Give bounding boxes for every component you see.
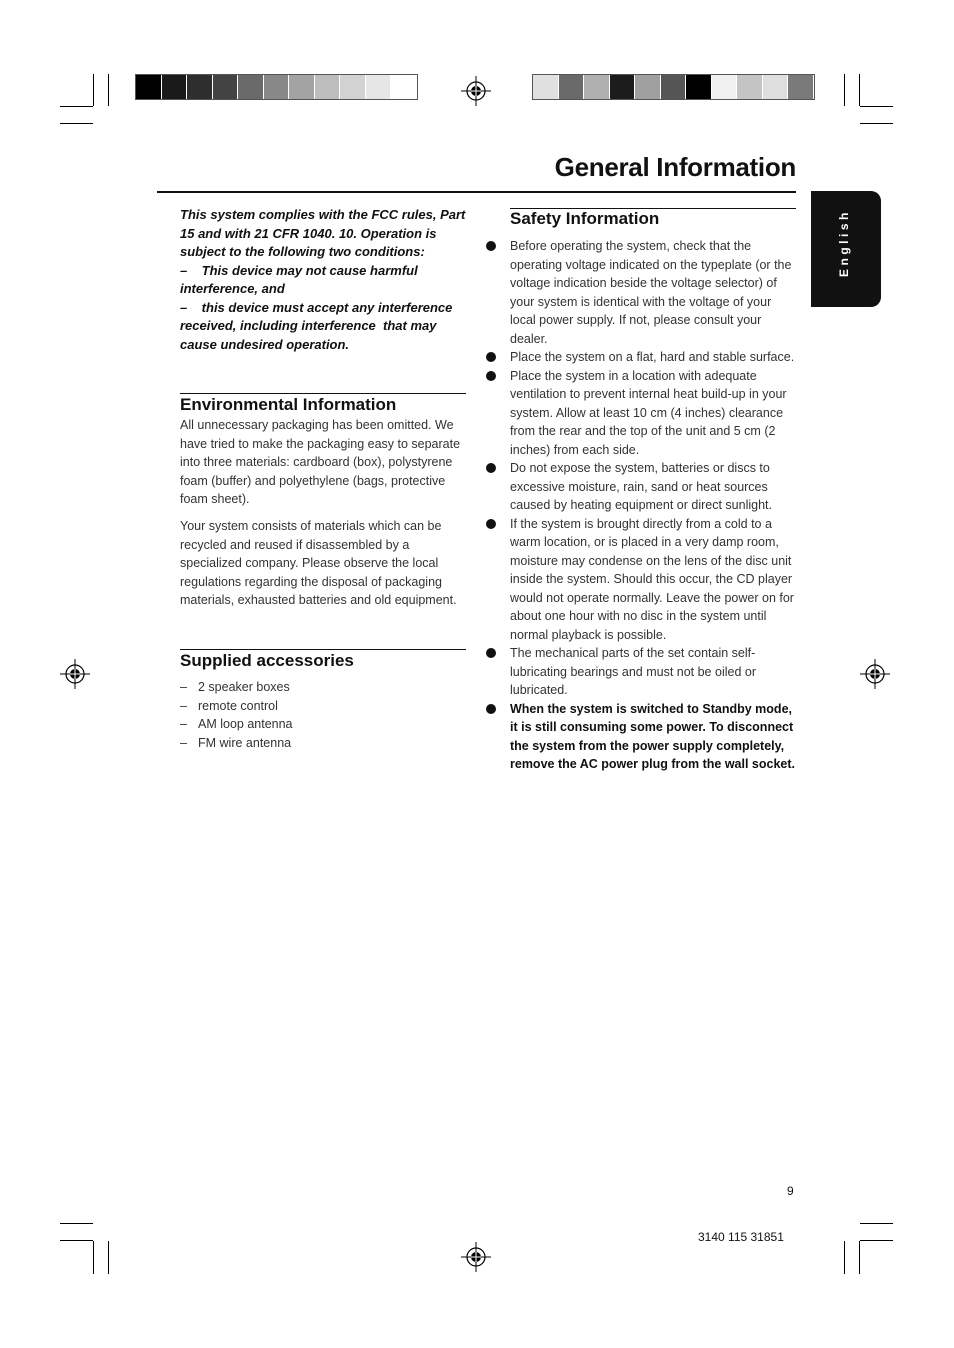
- color-bar-left: [135, 74, 418, 100]
- language-tab: [811, 191, 881, 307]
- safety-text: Place the system in a location with adequate ventilation to prevent internal heat build-up in your system. Allow at least 10 cm (4 inches) clearance from the rear and the top of the unit and 5 cm (2 inches) from each side.: [510, 368, 787, 457]
- crop-mark: [60, 123, 93, 124]
- color-swatch: [238, 75, 264, 99]
- crop-mark: [859, 74, 860, 106]
- color-swatch: [264, 75, 290, 99]
- safety-heading: Safety Information: [510, 209, 660, 228]
- environmental-text: [180, 416, 470, 618]
- accessory-label: AM loop antenna: [198, 717, 293, 732]
- color-swatch: [610, 75, 636, 99]
- color-swatch: [340, 75, 366, 99]
- bullet-icon: [486, 241, 496, 251]
- registration-mark-icon: [461, 1242, 491, 1272]
- list-item: [180, 678, 293, 697]
- bullet-icon: [486, 648, 496, 658]
- crop-mark: [844, 74, 845, 106]
- safety-text: If the system is brought directly from a cold to a warm location, or is placed in a very damp room, moisture may condense on the lens of the disc unit inside the system. Should this occur, the CD player would not operate normally. Leave the power on for about one hour with no disc in the system until normal playback is possible.: [510, 516, 794, 642]
- standby-warning: When the system is switched to Standby mode, it is still consuming some power. To disconnect the system from the power supply completely, remove the AC power plug from the wall socket.: [510, 701, 796, 771]
- language-tab-label: English: [837, 209, 851, 277]
- fcc-paragraph: This system complies with the FCC rules, Part 15 and with 21 CFR 1040. 10. Operation is subject to the following two conditions:: [180, 207, 466, 259]
- list-item: [486, 237, 798, 348]
- registration-mark-icon: [461, 76, 491, 106]
- environmental-paragraph-2: Your system consists of materials which can be recycled and reused if disassembled by a specialized company. Please observe the local regulations regarding the disposal of packaging materials, exhausted batteries and old equipment.: [180, 518, 457, 608]
- color-swatch: [162, 75, 188, 99]
- bullet-icon: [486, 371, 496, 381]
- list-item: [486, 367, 798, 460]
- environmental-heading: Environmental Information: [180, 395, 397, 414]
- document-code: 3140 115 31851: [698, 1230, 784, 1244]
- crop-mark: [108, 74, 109, 106]
- page-number: 9: [787, 1184, 794, 1198]
- list-item: [486, 644, 798, 700]
- accessory-label: 2 speaker boxes: [198, 680, 290, 694]
- section-divider: [180, 649, 466, 650]
- crop-mark: [60, 1240, 93, 1241]
- color-swatch: [763, 75, 789, 99]
- list-item: [180, 697, 293, 716]
- color-swatch: [136, 75, 162, 99]
- list-item: [486, 459, 798, 515]
- color-swatch: [187, 75, 213, 99]
- color-swatch: [584, 75, 610, 99]
- crop-mark: [60, 106, 93, 107]
- crop-mark: [860, 1223, 893, 1224]
- registration-mark-icon: [860, 659, 890, 689]
- color-bar-right: [532, 74, 815, 100]
- list-item: [180, 715, 293, 734]
- title-divider: [157, 191, 796, 193]
- color-swatch: [661, 75, 687, 99]
- environmental-paragraph-1: All unnecessary packaging has been omitted. We have tried to make the packaging easy to separate into three materials: cardboard (box), polystyrene foam (buffer) and polyethylene (bags, protective foam sheet).: [180, 418, 461, 507]
- safety-text: Place the system on a flat, hard and stable surface.: [510, 350, 795, 364]
- color-swatch: [737, 75, 763, 99]
- bullet-icon: [486, 463, 496, 473]
- color-swatch: [788, 75, 814, 99]
- list-item: [486, 700, 798, 774]
- crop-mark: [860, 106, 893, 107]
- color-swatch: [391, 75, 417, 99]
- color-swatch: [635, 75, 661, 99]
- dash-bullet: –: [180, 698, 187, 713]
- safety-text: Do not expose the system, batteries or discs to excessive moisture, rain, sand or heat sources caused by heating equipment or direct sunlight.: [510, 461, 772, 512]
- crop-mark: [93, 1241, 94, 1274]
- list-item: [180, 734, 293, 753]
- color-swatch: [366, 75, 392, 99]
- registration-mark-icon: [60, 659, 90, 689]
- bullet-icon: [486, 519, 496, 529]
- accessory-label: FM wire antenna: [198, 735, 292, 750]
- dash-bullet: –: [180, 735, 187, 750]
- dash-bullet: –: [180, 717, 187, 732]
- crop-mark: [60, 1223, 93, 1224]
- section-divider: [180, 393, 466, 394]
- color-swatch: [686, 75, 712, 99]
- color-swatch: [289, 75, 315, 99]
- accessories-list: [180, 678, 293, 752]
- crop-mark: [859, 1241, 860, 1274]
- dash-bullet: –: [180, 680, 187, 694]
- color-swatch: [712, 75, 738, 99]
- accessory-label: remote control: [198, 698, 278, 713]
- crop-mark: [108, 1241, 109, 1274]
- safety-text: The mechanical parts of the set contain self-lubricating bearings and must not be oiled or lubricated.: [510, 646, 756, 697]
- color-swatch: [533, 75, 559, 99]
- color-swatch: [315, 75, 341, 99]
- crop-mark: [860, 123, 893, 124]
- list-item: [486, 348, 798, 367]
- crop-mark: [860, 1240, 893, 1241]
- safety-list: [486, 237, 798, 774]
- safety-text: Before operating the system, check that the operating voltage indicated on the typeplate (or the voltage indication beside the voltage selector) of your system is identical with the voltage of your local power supply. If not, please consult your dealer.: [510, 239, 792, 346]
- color-swatch: [213, 75, 239, 99]
- color-swatch: [559, 75, 585, 99]
- accessories-heading: Supplied accessories: [180, 651, 354, 670]
- fcc-condition-1: – This device may not cause harmful interference, and: [180, 262, 422, 296]
- fcc-notice: [180, 206, 470, 354]
- bullet-icon: [486, 352, 496, 362]
- crop-mark: [844, 1241, 845, 1274]
- list-item: [486, 515, 798, 645]
- crop-mark: [93, 74, 94, 106]
- bullet-icon: [486, 704, 496, 714]
- page-title: General Information: [554, 152, 796, 182]
- fcc-condition-2: – this device must accept any interference received, including interference that may cause undesired operation.: [180, 299, 457, 352]
